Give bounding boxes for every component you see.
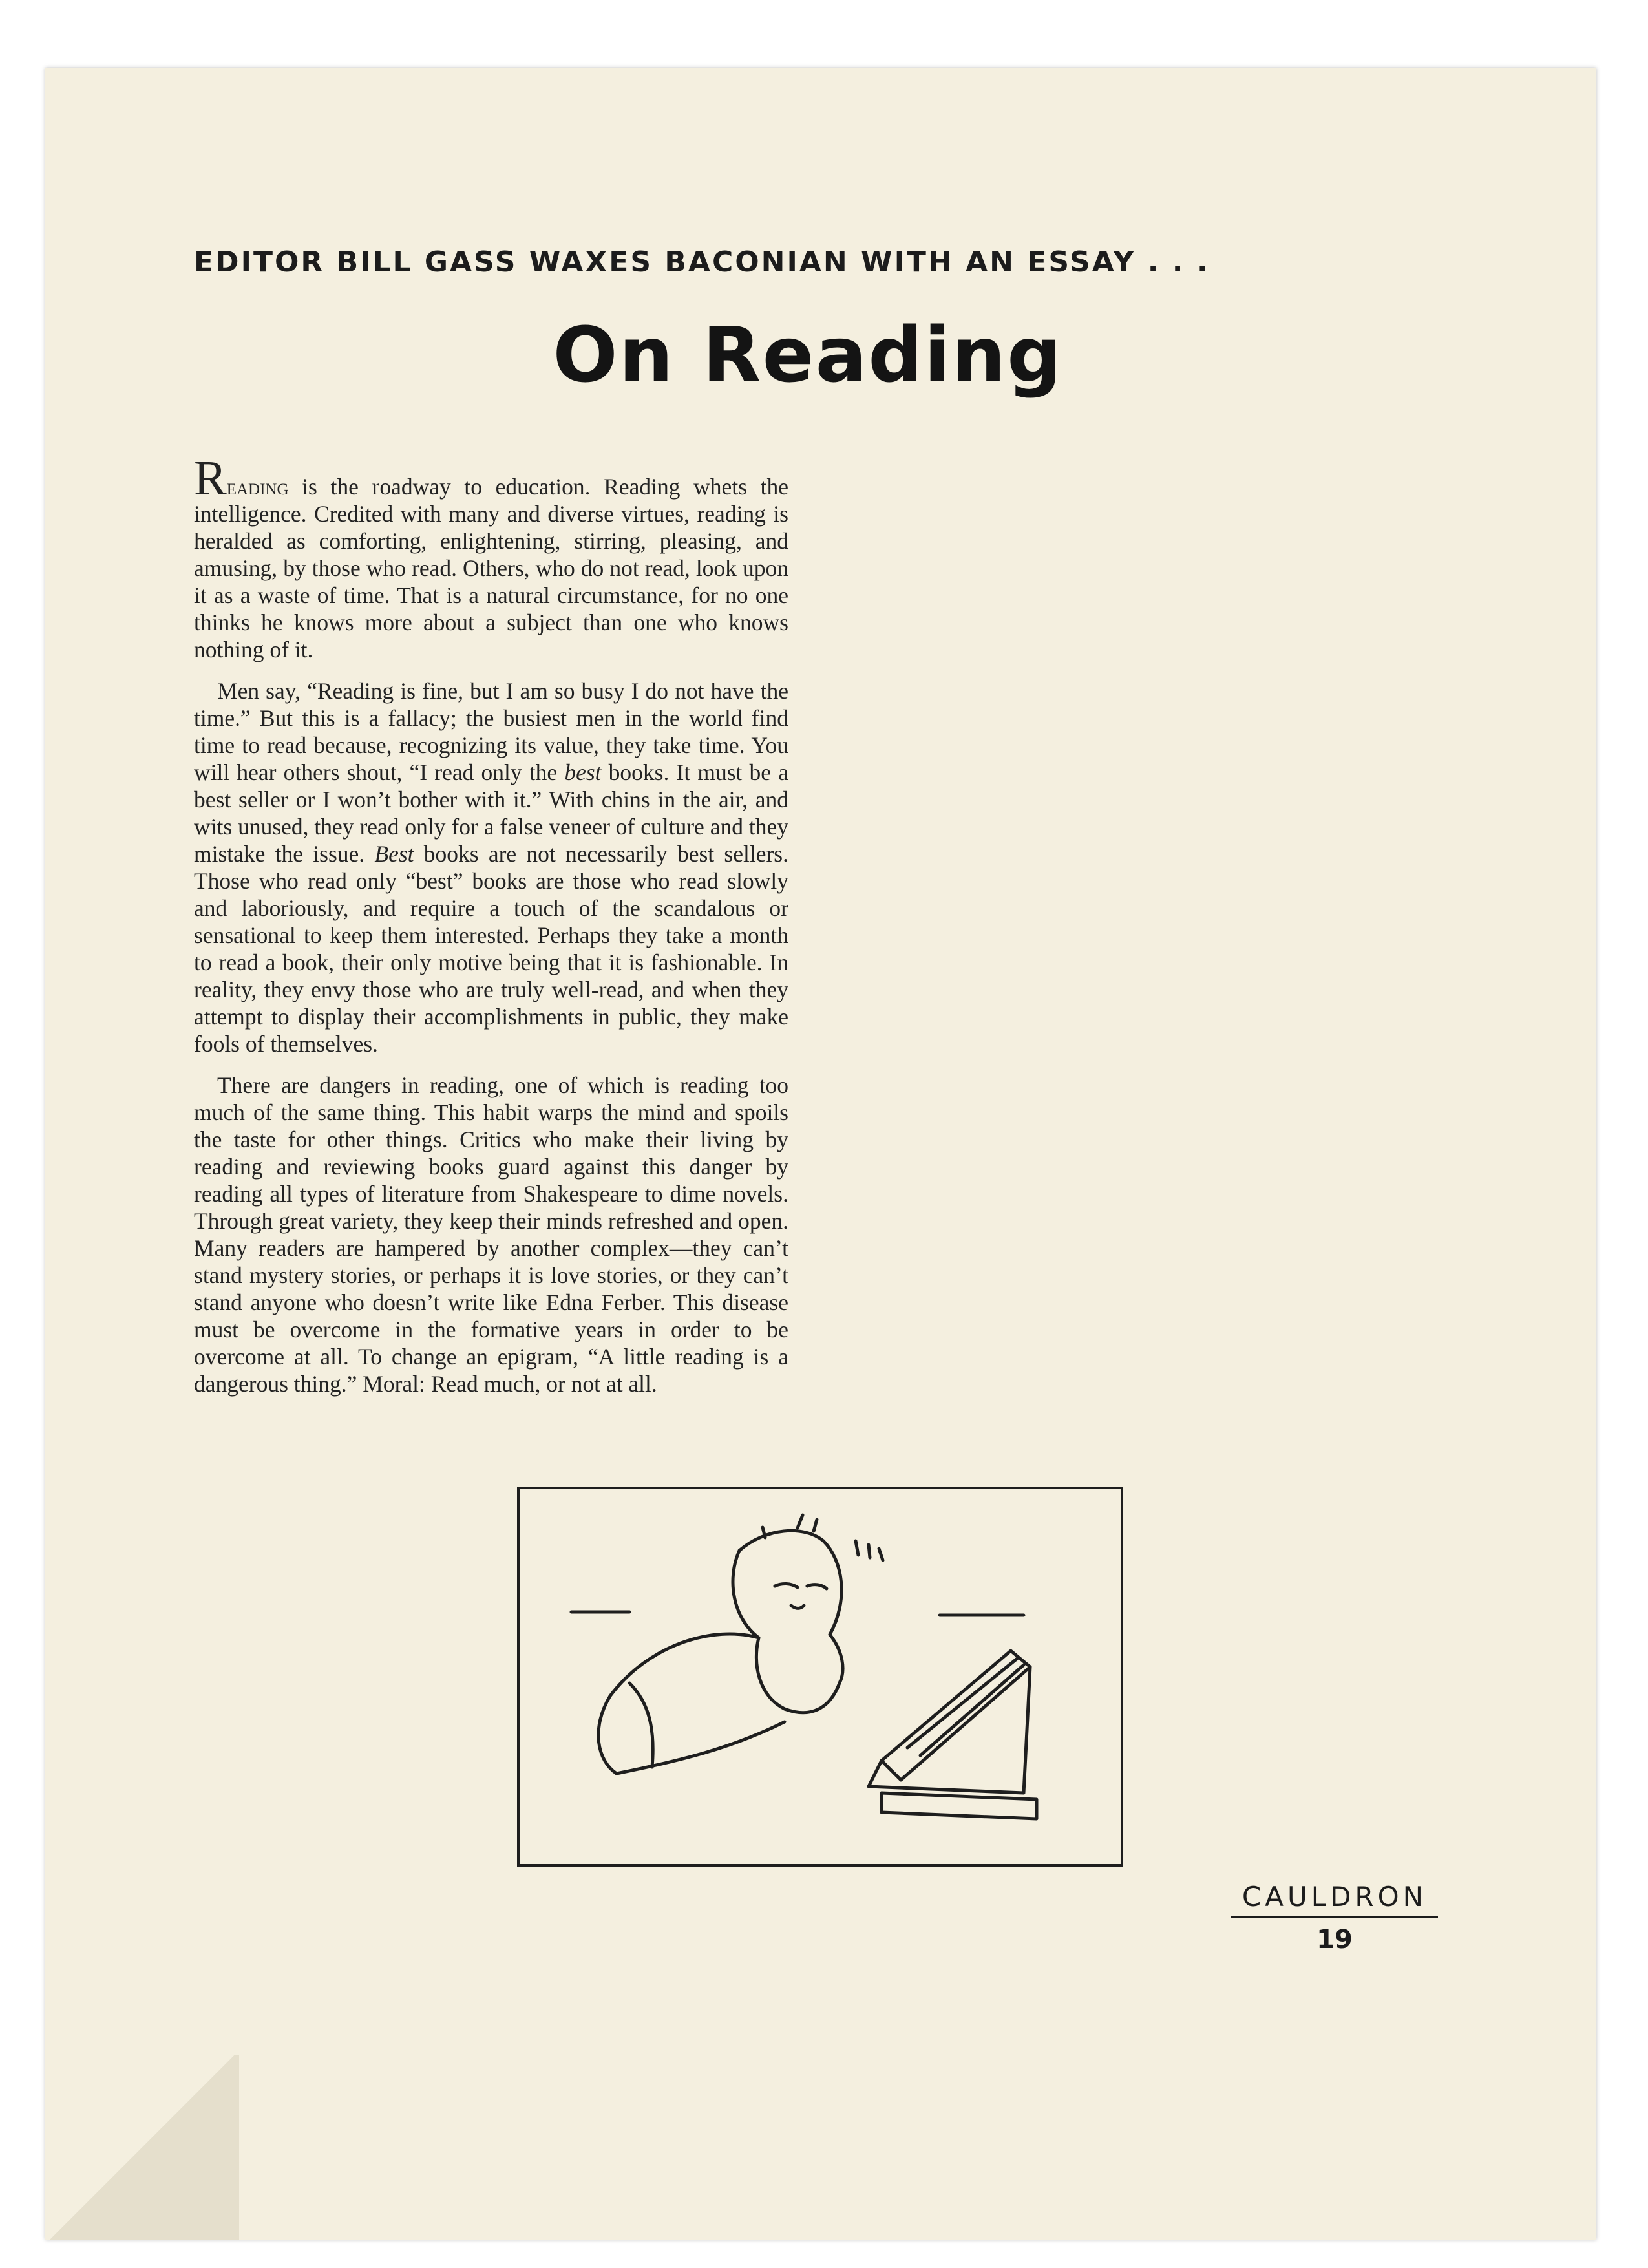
paper-fold-corner: [45, 2055, 239, 2240]
paragraph-2-text-a: Men say, “Reading is fine, but I am so busy I do not have the time.” But this is a fallacy; the busiest men in the world find time to read because, recognizing its value, they take time. You will hear others shout, “I read only the: [194, 678, 788, 785]
emphasis-best-2: Best: [374, 841, 414, 867]
drop-cap: R: [194, 451, 227, 505]
paragraph-2-text-c: books are not necessarily best sellers. Those who read only “best” books are those who read slowly and laboriously, and require a touch of the scandalous or sensational to keep them interested. Perhaps they take a month to read a book, their only motive being that it is fashionable. In reality, they envy those who are truly well-read, and when they attempt to display their accomplishments in public, they make fools of themselves.: [194, 841, 788, 1057]
paragraph-2: [194, 677, 788, 1057]
paragraph-2-text-b: books. It must be a best seller or I won’t bother with it.” With chins in the air, and wits unused, they read only for a false veneer of culture and they mistake the issue.: [194, 759, 788, 867]
reading-illustration: [517, 1487, 1123, 1867]
paragraph-1: [194, 451, 788, 663]
paragraph-1-text: is the roadway to education. Reading whets the intelligence. Credited with many and diverse virtues, reading is heralded as comforting, enlightening, stirring, pleasing, and amusing, by those who read. Others, who do not read, look upon it as a waste of time. That is a natural circumstance, for no one thinks he knows more about a subject than one who knows nothing of it.: [194, 474, 788, 662]
page-number: 19: [1316, 1925, 1353, 1955]
emphasis-best-1: best: [564, 759, 602, 785]
person-reading-book-drawing-icon: [520, 1489, 1121, 1864]
article-kicker: EDITOR BILL GASS WAXES BACONIAN WITH AN ESSAY . . .: [194, 246, 1210, 279]
article-title: On Reading: [553, 310, 1063, 399]
magazine-name: CAULDRON: [1231, 1881, 1438, 1918]
paragraph-3: There are dangers in reading, one of which is reading too much of the same thing. This habit warps the mind and spoils the taste for other things. Critics who make their living by reading and reviewing books guard against this danger by reading all types of literature from Shakespeare to dime novels. Through great variety, they keep their minds refreshed and open. Many readers are hampered by another complex—they can’t stand mystery stories, or perhaps it is love stories, or they can’t stand anyone who doesn’t write like Edna Ferber. This disease must be overcome in the formative years in order to be overcome at all. To change an epigram, “A little reading is a dangerous thing.” Moral: Read much, or not at all.: [194, 1072, 788, 1397]
article-column-left: [194, 451, 788, 1412]
lead-small-caps: eading: [226, 474, 289, 500]
